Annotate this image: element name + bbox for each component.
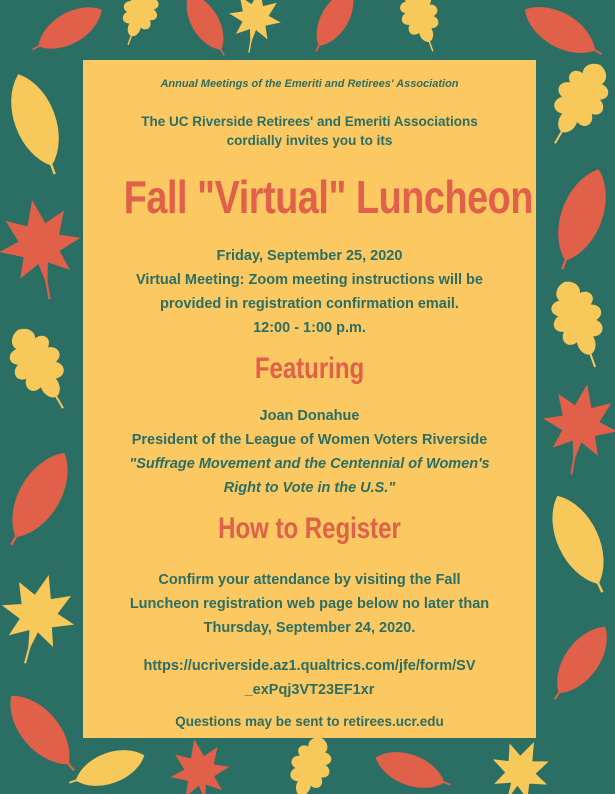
invite-line-2: cordially invites you to its	[226, 133, 393, 148]
register-line-1: Confirm your attendance by visiting the Fall	[158, 572, 461, 588]
event-title: Fall "Virtual" Luncheon	[123, 171, 533, 223]
event-time: 12:00 - 1:00 p.m.	[253, 320, 366, 336]
register-heading: How to Register	[218, 512, 401, 545]
meeting-line-2: provided in registration confirmation email.	[160, 296, 459, 312]
invite-line-1: The UC Riverside Retirees' and Emeriti Associations	[141, 114, 478, 129]
meeting-line-1: Virtual Meeting: Zoom meeting instructions will be	[136, 272, 483, 288]
featuring-heading: Featuring	[254, 352, 365, 385]
flyer-panel	[83, 60, 536, 738]
register-line-2: Luncheon registration web page below no later than	[129, 596, 490, 612]
speaker-name: Joan Donahue	[259, 408, 360, 424]
registration-url-line-1[interactable]: https://ucriverside.az1.qualtrics.com/jfe/form/SV	[143, 658, 476, 674]
event-date: Friday, September 25, 2020	[216, 248, 403, 264]
questions-contact: Questions may be sent to retirees.ucr.edu	[175, 714, 444, 729]
association-line: Annual Meetings of the Emeriti and Retirees' Association	[160, 78, 459, 90]
talk-title-line-1: "Suffrage Movement and the Centennial of Women's	[129, 456, 490, 472]
registration-url-line-2[interactable]: _exPqj3VT23EF1xr	[244, 682, 375, 698]
talk-title-line-2: Right to Vote in the U.S."	[223, 480, 396, 496]
register-line-3: Thursday, September 24, 2020.	[203, 620, 416, 636]
speaker-title: President of the League of Women Voters Riverside	[131, 432, 488, 448]
